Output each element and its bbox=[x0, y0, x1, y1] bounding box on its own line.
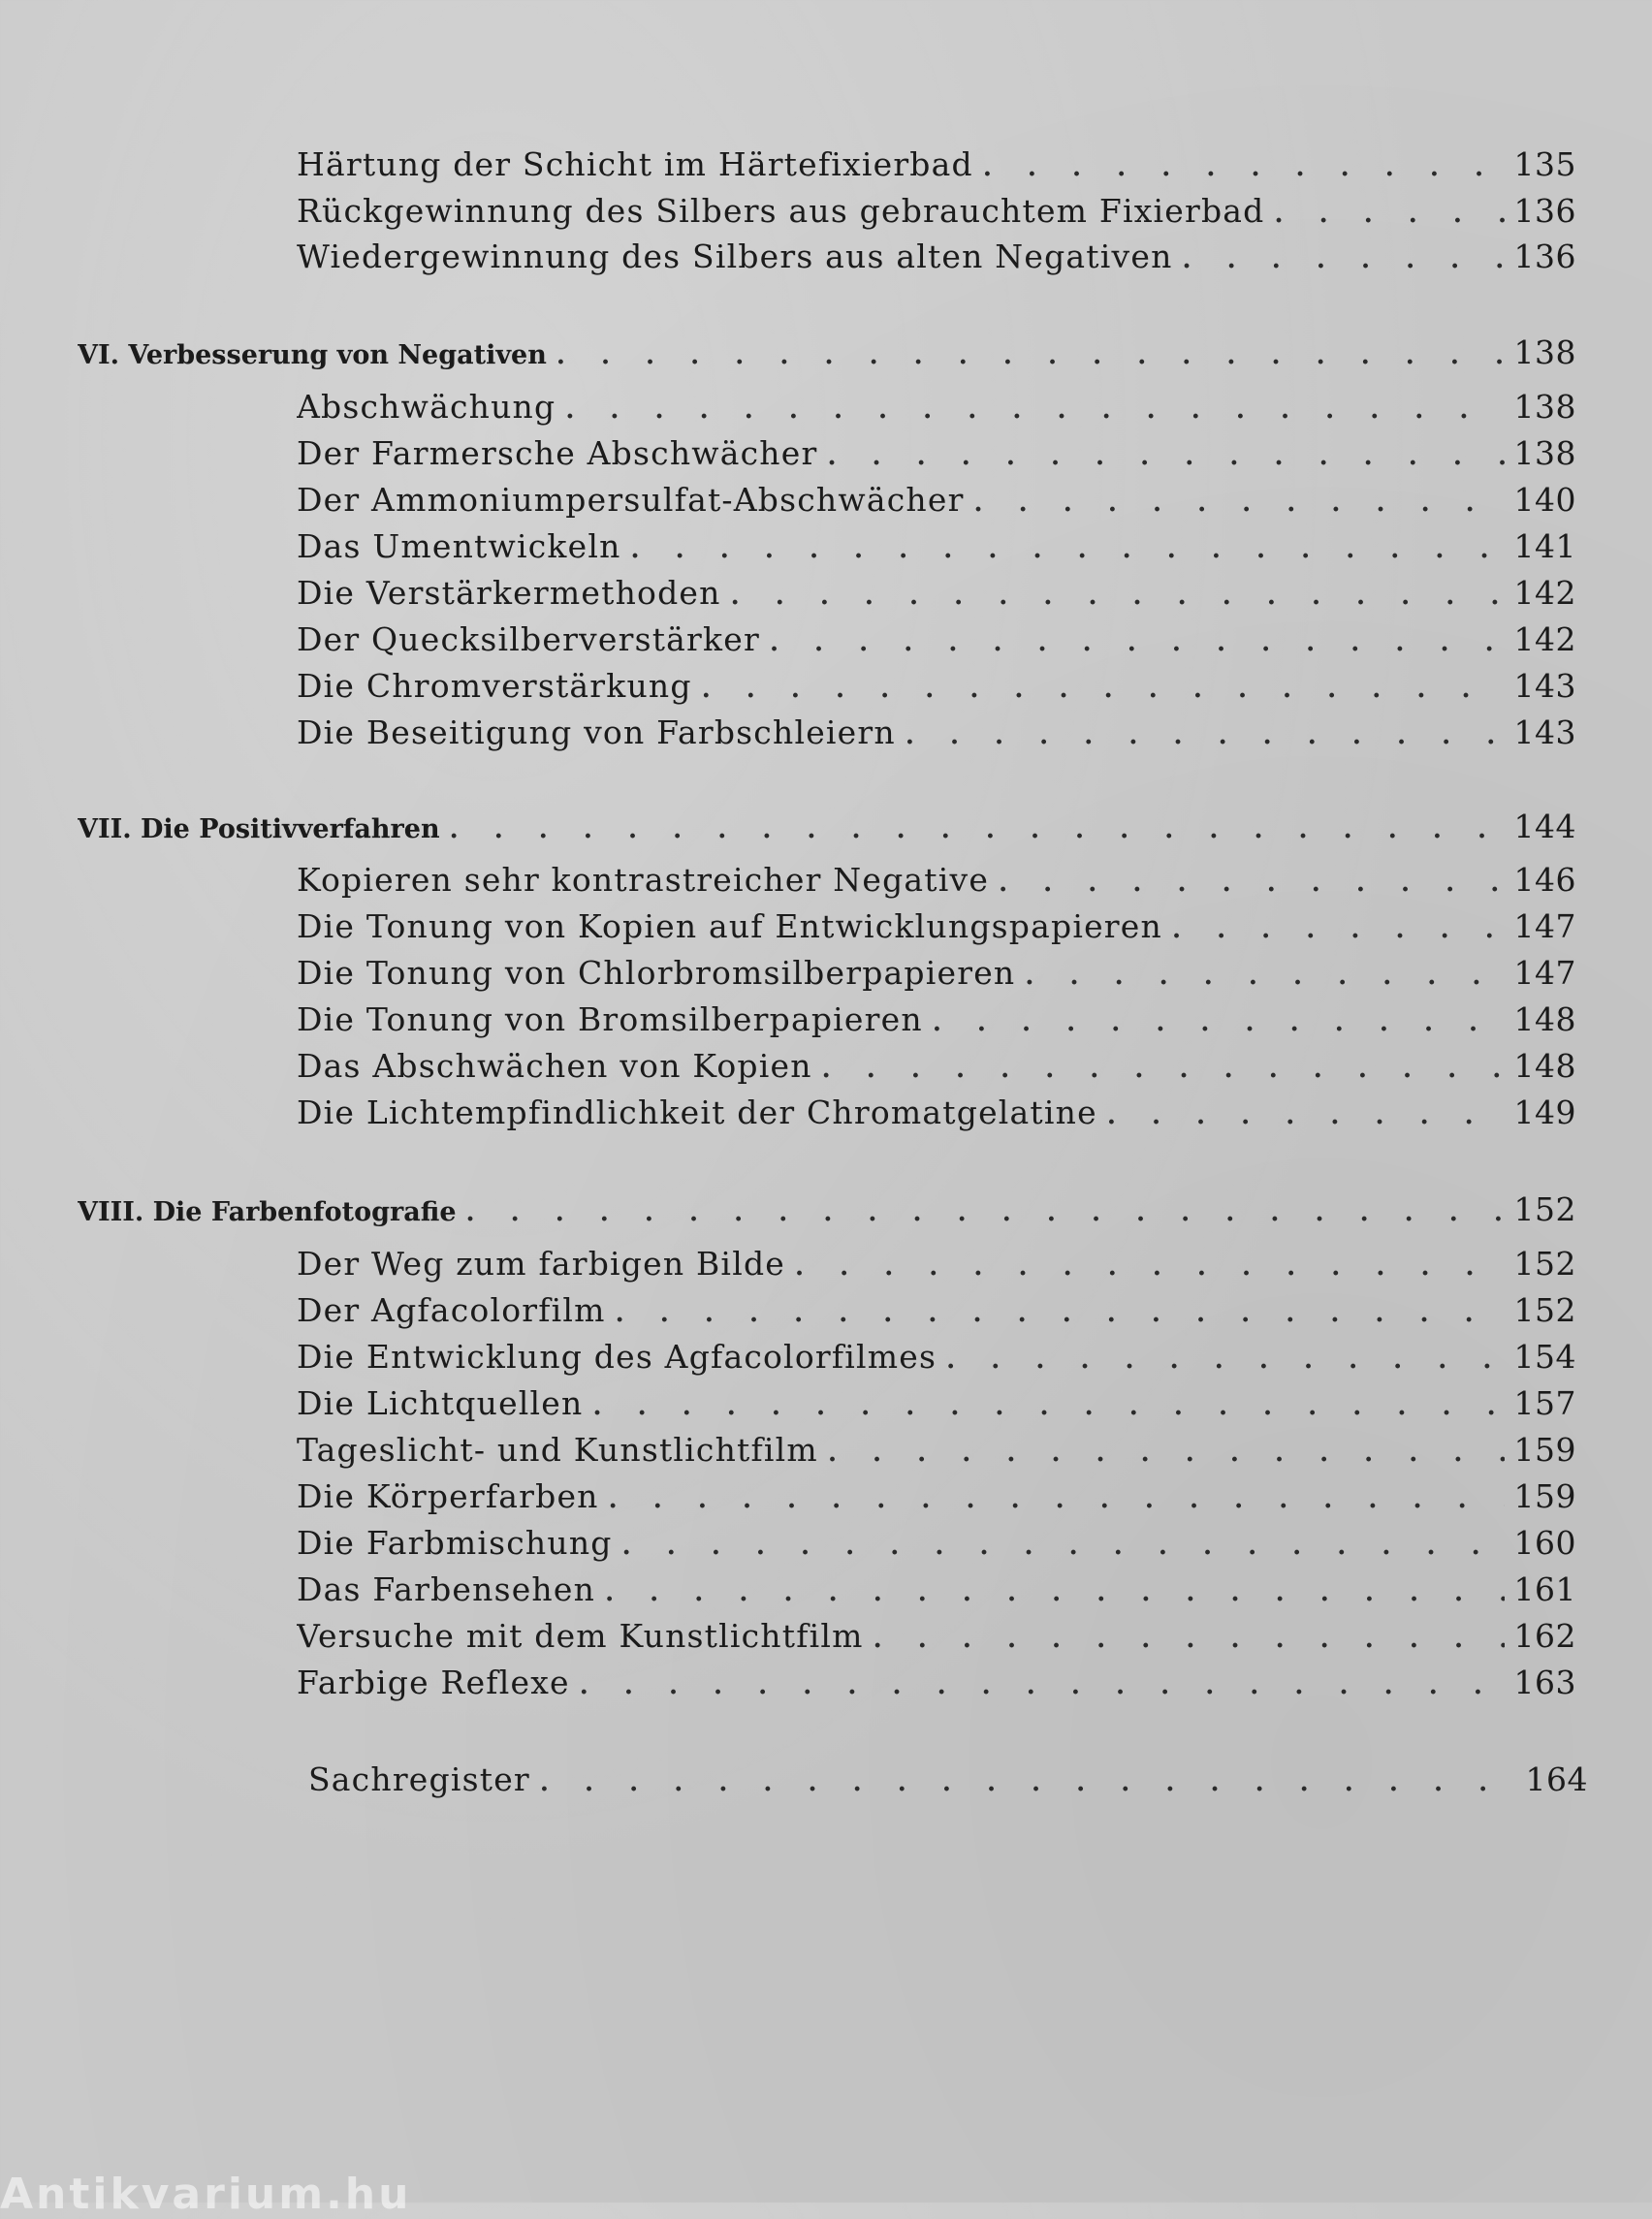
entry-title: Farbige Reflexe bbox=[297, 1664, 570, 1701]
leader-dots bbox=[1172, 915, 1505, 944]
leader-dots bbox=[933, 1008, 1505, 1037]
toc-entry bbox=[297, 907, 1576, 952]
entry-title: Die Lichtempfindlichkeit der Chromatgelatine bbox=[297, 1094, 1097, 1131]
entry-page-number: 148 bbox=[1513, 1000, 1576, 1038]
entry-page-number: 138 bbox=[1513, 388, 1576, 426]
toc-entry bbox=[297, 1000, 1576, 1045]
entry-page-number: 135 bbox=[1513, 145, 1576, 183]
toc-entry bbox=[297, 145, 1576, 190]
leader-dots bbox=[466, 1198, 1505, 1227]
toc-entry bbox=[297, 1384, 1576, 1429]
toc-entry-index bbox=[308, 1760, 1588, 1805]
toc-entry bbox=[297, 1431, 1576, 1475]
toc-entry bbox=[297, 192, 1576, 237]
entry-title: Der Agfacolorfilm bbox=[297, 1291, 606, 1329]
toc-entry bbox=[297, 1338, 1576, 1382]
chapter-title: VIII. Die Farbenfotografie bbox=[78, 1197, 457, 1227]
entry-title: Die Entwicklung des Agfacolorfilmes bbox=[297, 1338, 937, 1376]
leader-dots bbox=[983, 153, 1505, 182]
entry-title: Die Farbmischung bbox=[297, 1524, 613, 1562]
toc-entry bbox=[297, 861, 1576, 905]
entry-title: Das Umentwickeln bbox=[297, 527, 621, 565]
entry-page-number: 136 bbox=[1513, 192, 1576, 230]
toc-entry bbox=[297, 1047, 1576, 1092]
toc-entry bbox=[297, 527, 1576, 572]
entry-title: Die Beseitigung von Farbschleiern bbox=[297, 713, 896, 751]
entry-page-number: 157 bbox=[1513, 1384, 1576, 1422]
leader-dots bbox=[609, 1485, 1505, 1514]
leader-dots bbox=[556, 341, 1505, 370]
entry-title: Wiedergewinnung des Silbers aus alten Negativen bbox=[297, 238, 1173, 275]
leader-dots bbox=[795, 1252, 1505, 1282]
leader-dots bbox=[822, 1055, 1505, 1084]
entry-title: Versuche mit dem Kunstlichtfilm bbox=[297, 1617, 864, 1655]
entry-page-number: 136 bbox=[1513, 238, 1576, 275]
entry-page-number: 159 bbox=[1513, 1431, 1576, 1469]
entry-page-number: 149 bbox=[1513, 1094, 1576, 1131]
entry-page-number: 143 bbox=[1513, 713, 1576, 751]
chapter-page-number: 144 bbox=[1513, 808, 1576, 845]
chapter-page-number: 152 bbox=[1513, 1190, 1576, 1228]
watermark: Antikvarium.hu bbox=[0, 2170, 412, 2219]
leader-dots bbox=[616, 1299, 1505, 1328]
leader-dots bbox=[450, 815, 1505, 844]
toc-entry bbox=[297, 1245, 1576, 1289]
leader-dots bbox=[1183, 245, 1505, 274]
entry-title: Die Chromverstärkung bbox=[297, 667, 692, 705]
entry-page-number: 152 bbox=[1513, 1245, 1576, 1283]
leader-dots bbox=[874, 1625, 1505, 1654]
entry-page-number: 162 bbox=[1513, 1617, 1576, 1655]
toc-entry bbox=[297, 1664, 1576, 1708]
entry-title: Das Abschwächen von Kopien bbox=[297, 1047, 812, 1085]
leader-dots bbox=[1025, 962, 1504, 991]
leader-dots bbox=[946, 1346, 1504, 1375]
leader-dots bbox=[1107, 1101, 1505, 1130]
toc-entry bbox=[297, 620, 1576, 665]
entry-title: Die Lichtquellen bbox=[297, 1384, 584, 1422]
entry-page-number: 146 bbox=[1513, 861, 1576, 899]
toc-entry bbox=[297, 1570, 1576, 1615]
toc-entry bbox=[297, 1291, 1576, 1336]
entry-title: Der Farmersche Abschwächer bbox=[297, 434, 818, 472]
entry-page-number: 142 bbox=[1513, 574, 1576, 612]
entry-page-number: 143 bbox=[1513, 667, 1576, 705]
toc-entry bbox=[297, 1094, 1576, 1138]
chapter-title: VI. Verbesserung von Negativen bbox=[78, 340, 547, 370]
entry-page-number: 140 bbox=[1513, 481, 1576, 519]
leader-dots bbox=[605, 1578, 1504, 1607]
entry-title: Kopieren sehr kontrastreicher Negative bbox=[297, 861, 990, 899]
toc-entry bbox=[297, 667, 1576, 712]
entry-title: Der Weg zum farbigen Bilde bbox=[297, 1245, 785, 1283]
chapter-heading bbox=[78, 333, 1576, 378]
leader-dots bbox=[770, 628, 1505, 657]
leader-dots bbox=[827, 442, 1504, 471]
entry-title: Rückgewinnung des Silbers aus gebrauchtem Fixierbad bbox=[297, 192, 1265, 230]
leader-dots bbox=[905, 721, 1505, 750]
entry-title: Abschwächung bbox=[297, 388, 556, 426]
entry-title: Das Farbensehen bbox=[297, 1570, 596, 1608]
leader-dots bbox=[565, 396, 1504, 425]
entry-page-number: 152 bbox=[1513, 1291, 1576, 1329]
toc-entry bbox=[297, 238, 1576, 282]
entry-page-number: 160 bbox=[1513, 1524, 1576, 1562]
leader-dots bbox=[828, 1439, 1505, 1468]
entry-page-number: 147 bbox=[1513, 907, 1576, 945]
toc-entry bbox=[297, 574, 1576, 618]
leader-dots bbox=[731, 582, 1505, 611]
leader-dots bbox=[580, 1671, 1505, 1700]
chapter-heading bbox=[78, 808, 1576, 852]
toc-entry bbox=[297, 388, 1576, 432]
leader-dots bbox=[593, 1392, 1505, 1421]
leader-dots bbox=[540, 1768, 1516, 1797]
entry-title: Die Tonung von Bromsilberpapieren bbox=[297, 1000, 923, 1038]
entry-page-number: 148 bbox=[1513, 1047, 1576, 1085]
entry-page-number: 163 bbox=[1513, 1664, 1576, 1701]
entry-title: Der Quecksilberverstärker bbox=[297, 620, 760, 658]
entry-page-number: 164 bbox=[1525, 1760, 1588, 1798]
toc-entry bbox=[297, 434, 1576, 479]
chapter-page-number: 138 bbox=[1513, 333, 1576, 371]
entry-title: Die Tonung von Kopien auf Entwicklungspapieren bbox=[297, 907, 1162, 945]
toc-entry bbox=[297, 481, 1576, 525]
chapter-heading bbox=[78, 1190, 1576, 1235]
entry-title: Die Verstärkermethoden bbox=[297, 574, 721, 612]
entry-title: Härtung der Schicht im Härtefixierbad bbox=[297, 145, 973, 183]
toc-entry bbox=[297, 954, 1576, 999]
entry-title: Sachregister bbox=[308, 1760, 530, 1798]
toc-entry bbox=[297, 1524, 1576, 1569]
entry-page-number: 154 bbox=[1513, 1338, 1576, 1376]
leader-dots bbox=[631, 535, 1505, 564]
entry-page-number: 138 bbox=[1513, 434, 1576, 472]
entry-title: Tageslicht- und Kunstlichtfilm bbox=[297, 1431, 818, 1469]
leader-dots bbox=[974, 489, 1505, 518]
leader-dots bbox=[702, 675, 1505, 704]
leader-dots bbox=[622, 1532, 1505, 1561]
entry-title: Der Ammoniumpersulfat-Abschwächer bbox=[297, 481, 965, 519]
entry-page-number: 141 bbox=[1513, 527, 1576, 565]
leader-dots bbox=[999, 869, 1504, 898]
toc-entry bbox=[297, 1477, 1576, 1522]
entry-title: Die Tonung von Chlorbromsilberpapieren bbox=[297, 954, 1016, 992]
leader-dots bbox=[1275, 200, 1505, 229]
entry-page-number: 161 bbox=[1513, 1570, 1576, 1608]
chapter-title: VII. Die Positivverfahren bbox=[78, 814, 440, 844]
entry-page-number: 159 bbox=[1513, 1477, 1576, 1515]
entry-page-number: 142 bbox=[1513, 620, 1576, 658]
toc-entry bbox=[297, 1617, 1576, 1662]
toc-entry bbox=[297, 713, 1576, 758]
entry-page-number: 147 bbox=[1513, 954, 1576, 992]
entry-title: Die Körperfarben bbox=[297, 1477, 599, 1515]
